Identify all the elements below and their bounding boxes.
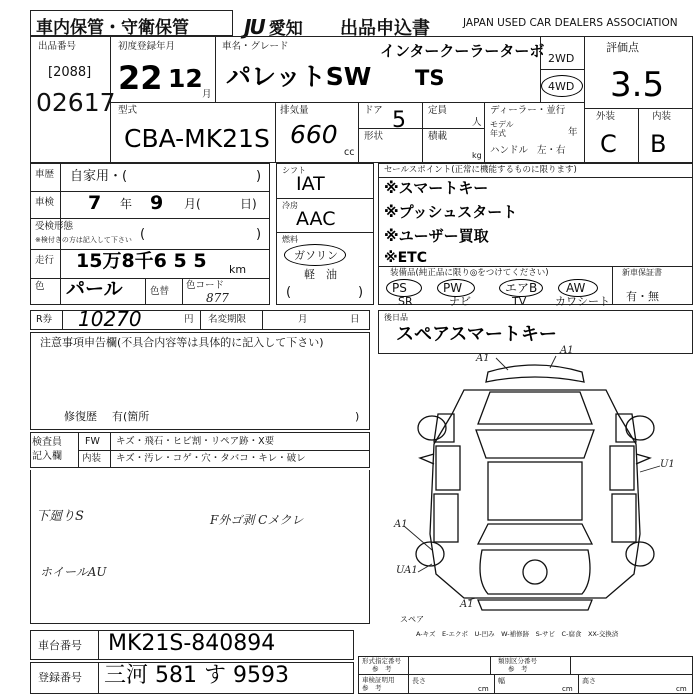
notes-label: 注意事項申告欄(不具合内容等は具体的に記入して下さい) — [40, 336, 324, 349]
car-name-value: パレットSW — [226, 62, 372, 91]
door-right-front — [610, 446, 634, 490]
drive-4wd-circle — [541, 75, 583, 97]
car-name-label: 車名・グレード — [222, 41, 289, 52]
equipment-pw: PW — [443, 281, 463, 295]
shift-value: IAT — [296, 173, 325, 195]
equipment-seat: カワシート — [555, 295, 610, 308]
r-ken-unit: 円 — [184, 314, 194, 325]
drive-4wd: 4WD — [548, 80, 575, 93]
inspection-day-unit: 日) — [240, 197, 257, 211]
registration-label: 登録番号 — [38, 671, 82, 684]
interior-grade: B — [650, 130, 667, 158]
history-label: 車歴 — [35, 169, 55, 180]
extras-label: 後日品 — [384, 313, 408, 322]
model-code-value: CBA-MK21S — [124, 124, 270, 153]
evaluation-score: 3.5 — [610, 65, 665, 105]
height-label: 高さ — [582, 677, 596, 685]
width-unit: cm — [562, 685, 573, 693]
damage-mark-4: A1 — [394, 519, 408, 530]
equipment-ps: PS — [392, 281, 407, 295]
handle-options: 左・右 — [537, 145, 566, 156]
displacement-label: 排気量 — [280, 105, 309, 116]
color-code: 877 — [206, 291, 229, 305]
capacity-unit: 人 — [472, 117, 482, 128]
inspector-label: 検査員 記入欄 — [32, 437, 62, 462]
load-label: 積載 — [428, 131, 448, 142]
width-label: 幅 — [498, 677, 505, 685]
windshield — [476, 430, 594, 458]
fuel-gasoline-circle — [284, 244, 346, 266]
rear-bumper — [478, 600, 592, 610]
equipment-aw: AW — [566, 281, 586, 295]
grade-line1: インタークーラーターボ — [380, 42, 545, 60]
equipment-navi: ナビ — [449, 295, 471, 308]
mirror-left — [420, 454, 434, 464]
color-value: パール — [66, 278, 123, 300]
inspector-fw-label: FW — [85, 436, 100, 447]
selling-point-4: ※ETC — [384, 250, 427, 266]
warranty-options: 有・無 — [626, 290, 659, 303]
fuel-diesel: 軽 油 — [304, 268, 337, 281]
wheel-front-right — [626, 416, 654, 440]
mileage-value: 15万8千6 5 5 — [76, 250, 207, 272]
drive-2wd: 2WD — [548, 52, 575, 65]
registration-value: 三河 581 す 9593 — [104, 663, 289, 688]
name-change-month: 月 — [298, 314, 308, 325]
color-code-label: 色コード — [186, 280, 225, 291]
wheel-rear-right — [626, 542, 654, 566]
length-unit: cm — [478, 685, 489, 693]
mileage-label: 走行 — [35, 255, 55, 266]
inspection-year: 7 — [88, 192, 102, 214]
lot-label: 出品番号 — [38, 41, 77, 52]
equipment-airbag: エアB — [505, 281, 538, 295]
model-designation-label: 形式指定番号 — [362, 657, 401, 665]
inspection-label: 車検 — [35, 197, 55, 208]
chassis-value: MK21S-840894 — [108, 631, 276, 656]
name-change-label: 名変期限 — [208, 314, 247, 325]
cooling-label: 冷房 — [282, 201, 298, 210]
rear-window — [478, 524, 592, 544]
handwritten-note-2: F外ゴ剥 Cメクレ — [210, 513, 304, 527]
model-code-label: 型式 — [118, 105, 138, 116]
displacement-value: 660 — [290, 120, 338, 149]
ju-logo-prefecture: 愛知 — [268, 19, 303, 39]
load-unit: kg — [472, 151, 482, 160]
fuel-label: 燃料 — [282, 235, 298, 244]
evaluation-label: 評価点 — [606, 41, 639, 54]
handwritten-notes-box — [30, 470, 370, 624]
exterior-grade: C — [600, 130, 617, 158]
handwritten-note-3: ホイールAU — [40, 565, 107, 579]
acceptance-note: ※検付きの方は記入して下さい — [35, 236, 132, 244]
association-name: JAPAN USED CAR DEALERS ASSOCIATION — [463, 17, 678, 29]
damage-legend: A-キズ E-エクボ U-凹み W-補修跡 S-サビ C-腐食 XX-交換済 — [416, 630, 619, 638]
cert-label: 車検証明用 参 考 — [362, 676, 395, 692]
extras-value: スペアスマートキー — [396, 324, 557, 345]
model-designation-ref: 参 考 — [372, 665, 392, 673]
mileage-unit: km — [229, 263, 247, 276]
grade-line2: TS — [415, 66, 445, 90]
damage-mark-1: A1 — [476, 353, 490, 364]
first-registration-month: 12 — [168, 64, 203, 93]
height-unit: cm — [676, 685, 687, 693]
doors-value: 5 — [392, 108, 406, 133]
car-condition-diagram — [378, 354, 693, 624]
acceptance-close: ) — [256, 227, 262, 242]
history-close: ) — [256, 169, 262, 184]
warranty-label: 新車保証書 — [622, 268, 662, 277]
rear-hatch — [480, 550, 590, 594]
equipment-sr: SR — [398, 295, 413, 308]
fuel-close: ) — [358, 285, 364, 300]
fuel-gasoline: ガソリン — [294, 249, 338, 262]
drivetrain-box — [276, 163, 374, 305]
lot-bracket-number: [2088] — [48, 65, 92, 80]
exterior-label: 外装 — [596, 111, 616, 122]
equipment-label: 装備品(純正品に限り◎をつけてください) — [390, 268, 549, 278]
history-value: 自家用・( — [70, 169, 128, 184]
equipment-tv: TV — [512, 295, 527, 308]
interior-label: 内装 — [652, 111, 672, 122]
selling-points-label: セールスポイント(正常に機能するものに限ります) — [384, 165, 577, 175]
inspection-year-unit: 年 — [120, 197, 133, 211]
wheel-rear-left — [416, 542, 444, 566]
body-outline — [430, 390, 640, 598]
first-registration-label: 初度登録年月 — [118, 41, 176, 52]
shape-label: 形状 — [364, 131, 384, 142]
color-label: 色 — [35, 281, 45, 292]
doors-label: ドア — [364, 105, 383, 116]
repair-close: ) — [355, 410, 360, 423]
damage-mark-2: A1 — [560, 345, 574, 356]
shift-label: シフト — [282, 166, 306, 175]
damage-mark-3: U1 — [660, 459, 675, 470]
r-ken-value: 10270 — [78, 307, 142, 331]
lot-number: 02617 — [36, 88, 116, 117]
damage-mark-5: UA1 — [396, 565, 418, 576]
form-title: 出品申込書 — [340, 18, 430, 39]
inspector-fw-items: キズ・飛石・ヒビ割・リペア跡・X要 — [116, 436, 275, 447]
spare-tire — [523, 560, 547, 584]
ju-logo-mark: JU — [244, 15, 264, 39]
selling-point-1: ※スマートキー — [384, 179, 489, 197]
handwritten-note-1: 下廻りS — [36, 509, 84, 524]
displacement-unit: cc — [344, 147, 355, 158]
r-ken-label: R券 — [36, 314, 53, 325]
inspection-month-unit: 月( — [184, 197, 201, 211]
class-number-label: 類別区分番号 — [498, 657, 537, 665]
first-registration-month-unit: 月 — [202, 89, 212, 100]
acceptance-paren: ( — [140, 227, 146, 242]
door-right-rear — [612, 494, 636, 542]
length-label: 長さ — [412, 677, 426, 685]
selling-point-2: ※プッシュスタート — [384, 203, 518, 221]
repair-value: 有(箇所 — [112, 410, 150, 423]
roof — [488, 462, 582, 520]
selling-point-3: ※ユーザー買取 — [384, 227, 489, 245]
storage-notice-text: 車内保管・守衛保管 — [36, 18, 189, 38]
chassis-label: 車台番号 — [38, 639, 82, 652]
front-bumper — [486, 365, 584, 382]
name-change-day: 日 — [350, 314, 360, 325]
color-change-label: 色替 — [150, 286, 170, 297]
repair-label: 修復歴 — [64, 410, 97, 423]
inspector-interior-label: 内装 — [82, 453, 102, 464]
fuel-paren: ( — [286, 285, 292, 300]
handle-label: ハンドル — [490, 145, 529, 156]
cooling-value: AAC — [296, 208, 336, 230]
door-left-rear — [434, 494, 458, 542]
wheel-front-left — [418, 416, 446, 440]
door-left-front — [436, 446, 460, 490]
inspection-month: 9 — [150, 192, 164, 214]
first-registration-year: 22 — [118, 59, 163, 97]
damage-mark-6: A1 — [460, 599, 474, 610]
spare-label: スペア — [400, 615, 424, 624]
hood — [478, 392, 592, 424]
acceptance-label: 受検形態 — [35, 221, 74, 232]
model-year-unit: 年 — [568, 127, 578, 138]
inspector-interior-items: キズ・汚レ・コゲ・穴・タバコ・キレ・破レ — [116, 453, 306, 464]
class-number-ref: 参 考 — [508, 665, 528, 673]
mirror-right — [636, 454, 650, 464]
capacity-label: 定員 — [428, 105, 448, 116]
model-year-label: モデル 年式 — [490, 120, 514, 138]
dealer-label: ディーラー・並行 — [490, 105, 566, 116]
